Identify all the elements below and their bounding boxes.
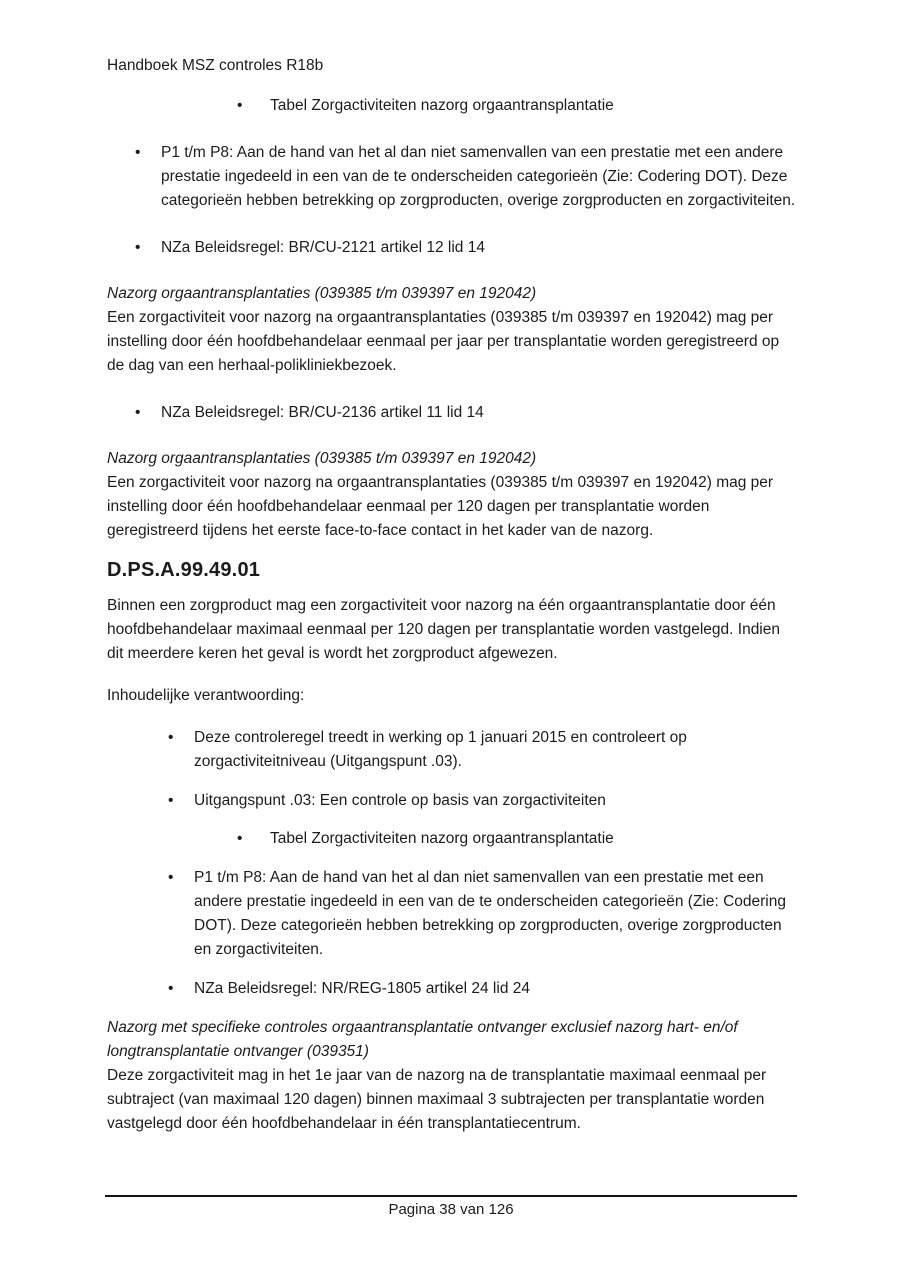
bullet-icon: •	[168, 980, 174, 997]
bullet-icon: •	[135, 404, 141, 421]
bullet-text: P1 t/m P8: Aan de hand van het al dan niet samenvallen van een prestatie met een andere prestatie ingedeeld in een van de te onderscheiden categorieën (Zie: Codering DOT). Deze categorieën hebben betrekking op zorgproducten, overige zorgproducten en zorgactiviteiten.	[161, 144, 796, 209]
page-footer	[105, 1195, 797, 1221]
bullet-item-nza-beleidsregel-1805	[107, 977, 797, 1001]
section-nazorg-orgaantransplantaties-2	[107, 447, 797, 543]
bullet-item-nza-beleidsregel-2136	[107, 401, 797, 425]
bullet-text: Uitgangspunt .03: Een controle op basis van zorgactiviteiten	[194, 792, 606, 809]
bullet-icon: •	[135, 144, 141, 161]
bullet-item-p1-tm-p8	[107, 141, 797, 213]
section-paragraph: Deze zorgactiviteit mag in het 1e jaar van de nazorg na de transplantatie maximaal eenmaal per subtraject (van maximaal 120 dagen) binnen maximaal 3 subtrajecten per transplantatie worden vastgelegd door één hoofdbehandelaar in één transplantatiecentrum.	[107, 1067, 767, 1132]
bullet-icon: •	[168, 729, 174, 746]
bullet-text: Tabel Zorgactiviteiten nazorg orgaantransplantatie	[270, 97, 614, 114]
bullet-item-uitgangspunt	[107, 789, 797, 813]
bullet-text: P1 t/m P8: Aan de hand van het al dan niet samenvallen van een prestatie met een andere prestatie ingedeeld in een van de te onderscheiden categorieën (Zie: Codering DOT). Deze categorieën hebben betrekking op zorgproducten, overige zorgproducten en zorgactiviteiten.	[194, 869, 786, 958]
bullet-icon: •	[135, 239, 141, 256]
section-nazorg-orgaantransplantaties-1	[107, 282, 797, 378]
section-heading: Nazorg orgaantransplantaties (039385 t/m 039397 en 192042)	[107, 285, 537, 302]
control-code-heading: D.PS.A.99.49.01	[107, 559, 261, 581]
bullet-item-tabel-zorgactiviteiten-2	[107, 827, 797, 851]
bullet-item-controleregel	[107, 726, 797, 774]
document-title: Handboek MSZ controles R18b	[107, 57, 324, 74]
bullet-icon: •	[237, 97, 243, 114]
bullet-item-tabel-zorgactiviteiten	[107, 94, 797, 118]
document-body	[107, 54, 797, 1136]
bullet-text: NZa Beleidsregel: BR/CU-2136 artikel 11 lid 14	[161, 404, 484, 421]
bullet-text: Deze controleregel treedt in werking op 1 januari 2015 en controleert op zorgactiviteitniveau (Uitgangspunt .03).	[194, 729, 687, 770]
page-number-text: Pagina 38 van 126	[388, 1201, 514, 1218]
section-nazorg-specifieke-controles	[107, 1016, 797, 1136]
bullet-icon: •	[168, 869, 174, 886]
bullet-text: NZa Beleidsregel: BR/CU-2121 artikel 12 lid 14	[161, 239, 485, 256]
bullet-item-p1-tm-p8-2	[107, 866, 797, 962]
bullet-item-nza-beleidsregel-2121	[107, 236, 797, 260]
section-paragraph: Een zorgactiviteit voor nazorg na orgaantransplantaties (039385 t/m 039397 en 192042) mag per instelling door één hoofdbehandelaar eenmaal per jaar per transplantatie worden geregistreerd op de dag van een herhaal-polikliniekbezoek.	[107, 309, 780, 374]
bullet-text: NZa Beleidsregel: NR/REG-1805 artikel 24 lid 24	[194, 980, 530, 997]
section-paragraph: Een zorgactiviteit voor nazorg na orgaantransplantaties (039385 t/m 039397 en 192042) mag per instelling door één hoofdbehandelaar eenmaal per 120 dagen per transplantatie worden geregistreerd tijdens het eerste face-to-face contact in het kader van de nazorg.	[107, 474, 774, 539]
bullet-icon: •	[168, 792, 174, 809]
inhoudelijke-verantwoording-label: Inhoudelijke verantwoording:	[107, 687, 305, 704]
section-heading: Nazorg orgaantransplantaties (039385 t/m 039397 en 192042)	[107, 450, 537, 467]
bullet-icon: •	[237, 830, 243, 847]
section-heading: Nazorg met specifieke controles orgaantransplantatie ontvanger exclusief nazorg hart- en/of longtransplantatie ontvanger (039351)	[107, 1019, 738, 1060]
bullet-text: Tabel Zorgactiviteiten nazorg orgaantransplantatie	[270, 830, 614, 847]
control-description-paragraph: Binnen een zorgproduct mag een zorgactiviteit voor nazorg na één orgaantransplantatie door één hoofdbehandelaar maximaal eenmaal per 120 dagen per transplantatie worden vastgelegd. Indien dit meerdere keren het geval is wordt het zorgproduct afgewezen.	[107, 597, 780, 662]
